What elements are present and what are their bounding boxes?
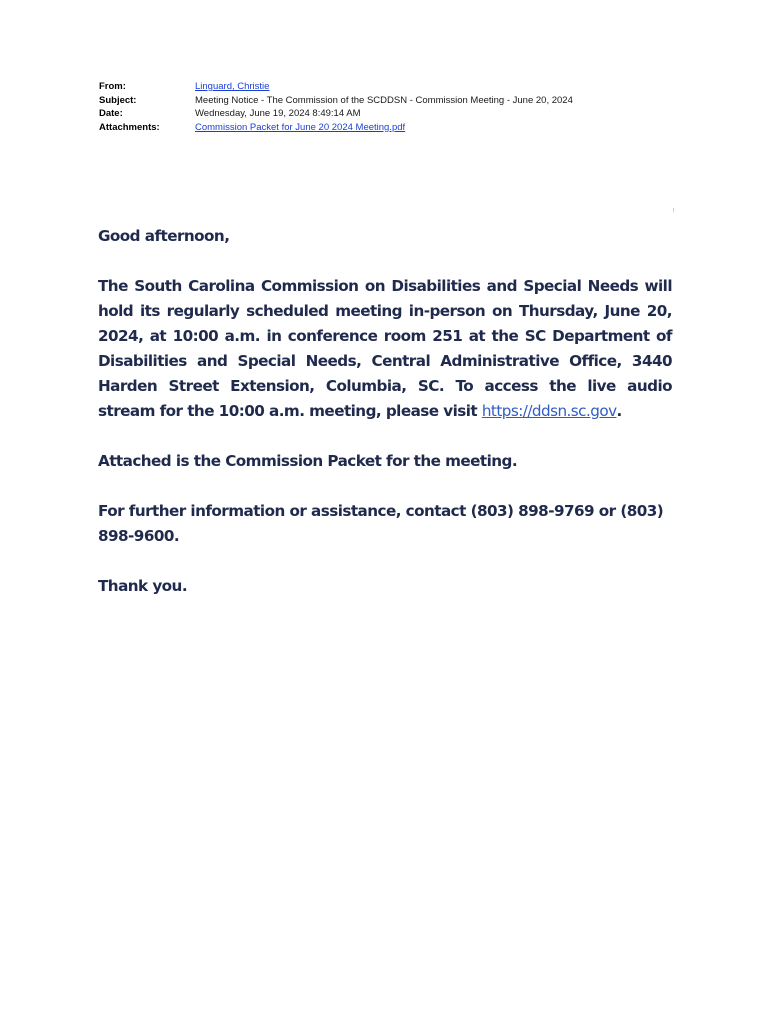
contact-line: For further information or assistance, contact (803) 898-9769 or (803) 898-9600. xyxy=(98,502,664,545)
sender-link[interactable]: Linguard, Christie xyxy=(195,81,270,92)
closing: Thank you. xyxy=(98,577,188,595)
page-mark xyxy=(673,208,674,212)
attached-line: Attached is the Commission Packet for the meeting. xyxy=(98,452,518,470)
date-row xyxy=(99,107,699,121)
link-suffix: . xyxy=(616,402,622,420)
website-link[interactable]: https://ddsn.sc.gov xyxy=(481,402,617,420)
attachments-value xyxy=(195,121,699,135)
attachments-row xyxy=(99,121,699,135)
attachment-link[interactable]: Commission Packet for June 20 2024 Meeting.pdf xyxy=(195,121,406,133)
greeting: Good afternoon, xyxy=(98,227,230,245)
meeting-paragraph xyxy=(98,274,672,424)
email-body xyxy=(98,224,672,624)
from-row xyxy=(99,80,699,94)
subject-row xyxy=(99,94,699,108)
subject-label: Subject: xyxy=(99,94,137,106)
subject-value: Meeting Notice - The Commission of the SCDDSN - Commission Meeting - June 20, 2024 xyxy=(195,94,573,106)
from-value xyxy=(195,80,699,94)
email-header xyxy=(99,80,699,134)
date-label: Date: xyxy=(99,108,123,119)
from-label: From: xyxy=(99,81,126,92)
attachments-label: Attachments: xyxy=(99,121,160,133)
meeting-paragraph-text: The South Carolina Commission on Disabilities and Special Needs will hold its regularly scheduled meeting in-person on Thursday, June 20, 2024, at 10:00 a.m. in conference room 251 at the SC Department of Disabilities and Special Needs, Central Administrative Office, 3440 Harden Street Extension, Columbia, SC. To access the live audio stream for the 10:00 a.m. meeting, please visit xyxy=(98,277,672,420)
date-value: Wednesday, June 19, 2024 8:49:14 AM xyxy=(195,108,361,119)
